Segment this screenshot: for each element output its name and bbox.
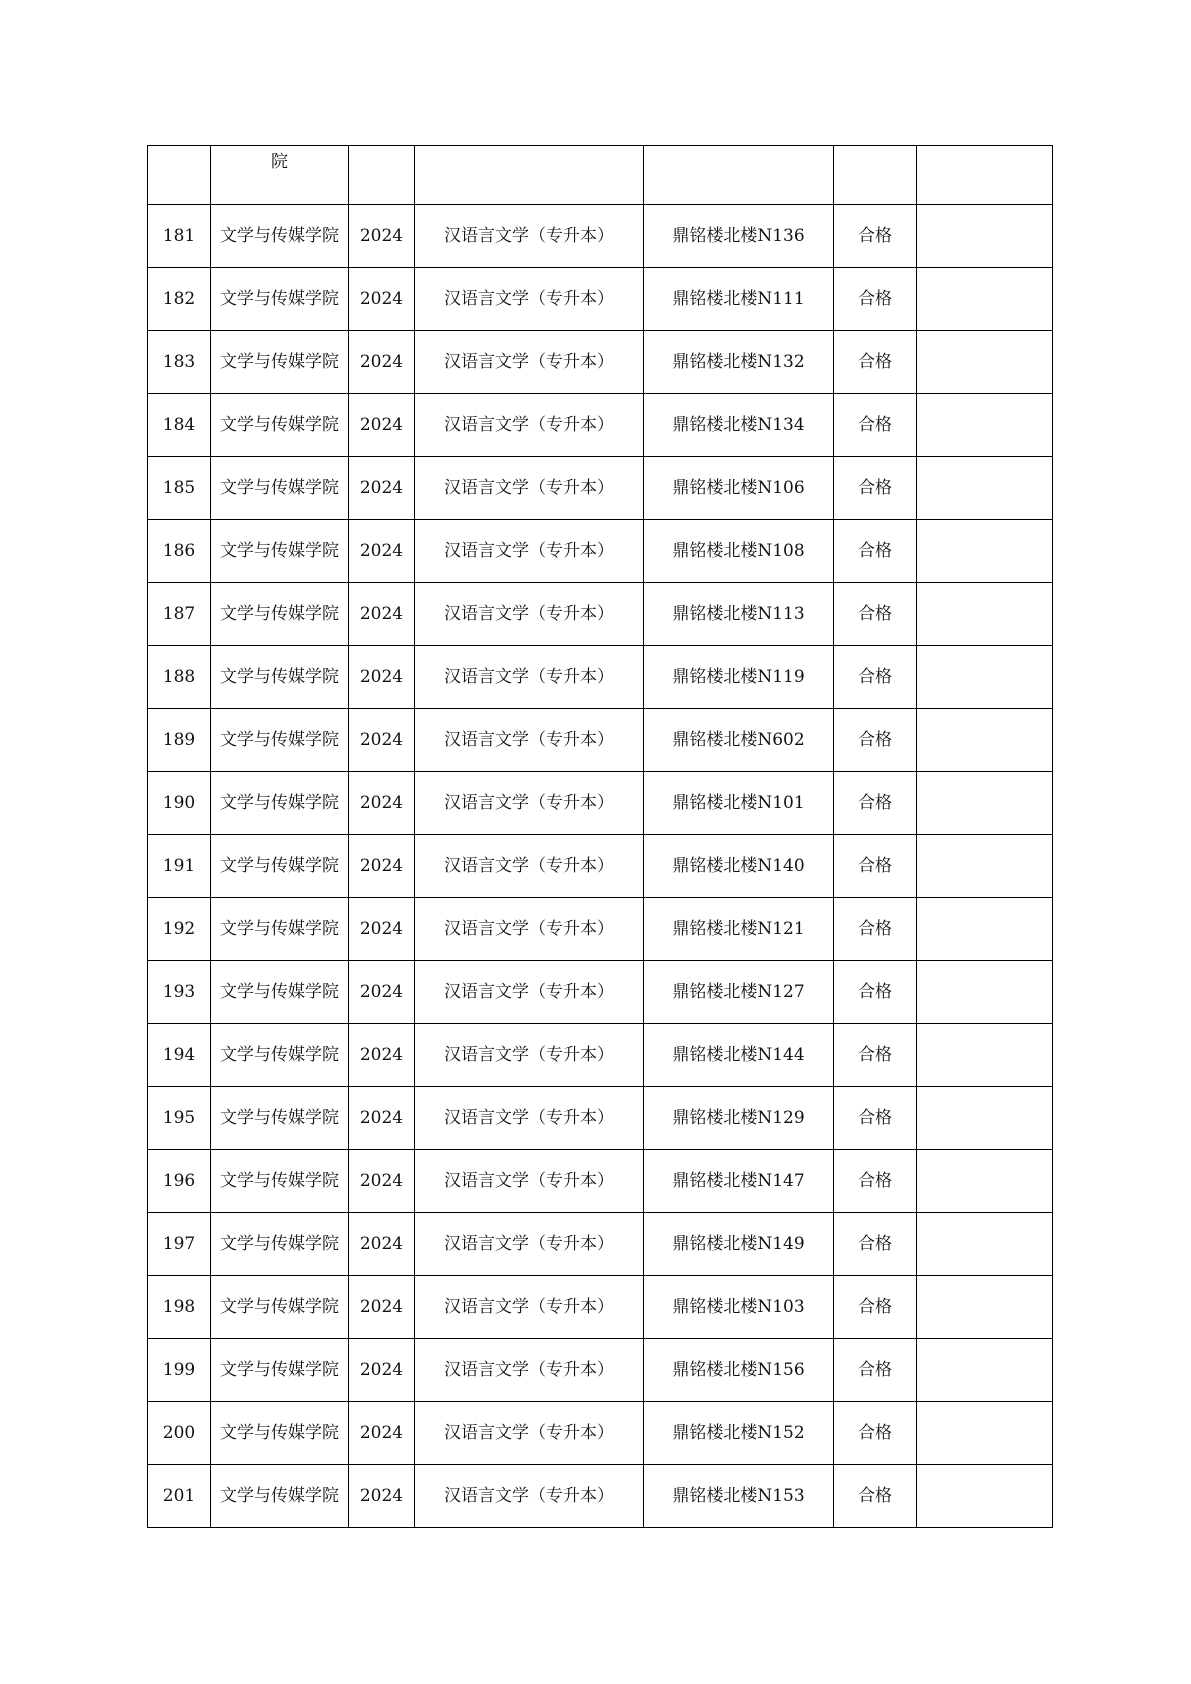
cell-location: 鼎铭楼北楼N156 — [644, 1339, 834, 1402]
table-row — [148, 961, 1053, 1024]
cell-major: 汉语言文学（专升本） — [415, 205, 644, 268]
table-row — [148, 1024, 1053, 1087]
cell-major: 汉语言文学（专升本） — [415, 331, 644, 394]
cell-location: 鼎铭楼北楼N132 — [644, 331, 834, 394]
cell-no: 186 — [148, 520, 211, 583]
cell-note — [917, 1276, 1053, 1339]
cell-note — [917, 1213, 1053, 1276]
table-row — [148, 457, 1053, 520]
cell-no — [148, 146, 211, 205]
cell-college — [211, 331, 349, 394]
cell-note — [917, 709, 1053, 772]
college-text: 文学与传媒学院 — [220, 478, 339, 498]
cell-college — [211, 1150, 349, 1213]
cell-year: 2024 — [349, 1150, 415, 1213]
college-text: 文学与传媒学院 — [220, 1234, 339, 1254]
cell-major: 汉语言文学（专升本） — [415, 961, 644, 1024]
cell-note — [917, 1150, 1053, 1213]
cell-year — [349, 146, 415, 205]
cell-major: 汉语言文学（专升本） — [415, 394, 644, 457]
college-text: 文学与传媒学院 — [220, 919, 339, 939]
cell-no: 187 — [148, 583, 211, 646]
cell-major: 汉语言文学（专升本） — [415, 1024, 644, 1087]
cell-no: 193 — [148, 961, 211, 1024]
cell-result — [834, 146, 917, 205]
cell-result: 合格 — [834, 205, 917, 268]
college-text: 文学与传媒学院 — [220, 667, 339, 687]
cell-year: 2024 — [349, 709, 415, 772]
cell-no: 192 — [148, 898, 211, 961]
cell-no: 194 — [148, 1024, 211, 1087]
cell-major: 汉语言文学（专升本） — [415, 1150, 644, 1213]
table-row — [148, 268, 1053, 331]
cell-no: 183 — [148, 331, 211, 394]
cell-major: 汉语言文学（专升本） — [415, 1276, 644, 1339]
cell-major: 汉语言文学（专升本） — [415, 457, 644, 520]
cell-location: 鼎铭楼北楼N121 — [644, 898, 834, 961]
cell-result: 合格 — [834, 1150, 917, 1213]
cell-no: 189 — [148, 709, 211, 772]
cell-year: 2024 — [349, 772, 415, 835]
table-row-continued — [148, 146, 1053, 205]
cell-result: 合格 — [834, 268, 917, 331]
cell-location: 鼎铭楼北楼N152 — [644, 1402, 834, 1465]
college-text: 文学与传媒学院 — [220, 856, 339, 876]
cell-no: 195 — [148, 1087, 211, 1150]
cell-note — [917, 1024, 1053, 1087]
cell-college — [211, 457, 349, 520]
cell-college — [211, 583, 349, 646]
cell-college — [211, 898, 349, 961]
cell-no: 182 — [148, 268, 211, 331]
cell-result: 合格 — [834, 1339, 917, 1402]
table-row — [148, 1213, 1053, 1276]
college-text: 文学与传媒学院 — [220, 226, 339, 246]
table-row — [148, 583, 1053, 646]
cell-note — [917, 394, 1053, 457]
cell-result: 合格 — [834, 1465, 917, 1528]
college-text: 文学与传媒学院 — [220, 352, 339, 372]
table-row — [148, 1402, 1053, 1465]
cell-major: 汉语言文学（专升本） — [415, 1465, 644, 1528]
cell-location: 鼎铭楼北楼N106 — [644, 457, 834, 520]
cell-college — [211, 772, 349, 835]
cell-college — [211, 1213, 349, 1276]
cell-college — [211, 1339, 349, 1402]
cell-result: 合格 — [834, 709, 917, 772]
table-row — [148, 1339, 1053, 1402]
cell-location: 鼎铭楼北楼N147 — [644, 1150, 834, 1213]
table-row — [148, 1087, 1053, 1150]
table-row — [148, 898, 1053, 961]
cell-result: 合格 — [834, 583, 917, 646]
cell-location: 鼎铭楼北楼N134 — [644, 394, 834, 457]
cell-major: 汉语言文学（专升本） — [415, 268, 644, 331]
college-text: 文学与传媒学院 — [220, 793, 339, 813]
cell-result: 合格 — [834, 1024, 917, 1087]
cell-college — [211, 268, 349, 331]
cell-year: 2024 — [349, 331, 415, 394]
cell-college — [211, 835, 349, 898]
table-row — [148, 520, 1053, 583]
cell-college — [211, 1402, 349, 1465]
cell-year: 2024 — [349, 457, 415, 520]
cell-note — [917, 646, 1053, 709]
cell-location: 鼎铭楼北楼N101 — [644, 772, 834, 835]
cell-result: 合格 — [834, 520, 917, 583]
cell-year: 2024 — [349, 583, 415, 646]
cell-note — [917, 520, 1053, 583]
cell-location: 鼎铭楼北楼N602 — [644, 709, 834, 772]
table-row — [148, 709, 1053, 772]
cell-note — [917, 457, 1053, 520]
cell-location: 鼎铭楼北楼N127 — [644, 961, 834, 1024]
cell-note — [917, 1087, 1053, 1150]
cell-location: 鼎铭楼北楼N144 — [644, 1024, 834, 1087]
cell-college — [211, 1276, 349, 1339]
cell-note — [917, 898, 1053, 961]
cell-no: 201 — [148, 1465, 211, 1528]
cell-no: 188 — [148, 646, 211, 709]
cell-result: 合格 — [834, 646, 917, 709]
college-text: 文学与传媒学院 — [220, 1423, 339, 1443]
cell-year: 2024 — [349, 1339, 415, 1402]
cell-major: 汉语言文学（专升本） — [415, 583, 644, 646]
cell-note — [917, 205, 1053, 268]
cell-college — [211, 205, 349, 268]
cell-major: 汉语言文学（专升本） — [415, 835, 644, 898]
cell-note — [917, 146, 1053, 205]
college-text: 文学与传媒学院 — [220, 415, 339, 435]
cell-result: 合格 — [834, 1213, 917, 1276]
cell-college — [211, 1024, 349, 1087]
cell-no: 185 — [148, 457, 211, 520]
roster-body — [148, 146, 1053, 1528]
college-text: 文学与传媒学院 — [220, 604, 339, 624]
cell-college — [211, 1465, 349, 1528]
cell-no: 184 — [148, 394, 211, 457]
table-row — [148, 1150, 1053, 1213]
cell-college — [211, 146, 349, 205]
cell-note — [917, 1402, 1053, 1465]
cell-result: 合格 — [834, 898, 917, 961]
cell-college — [211, 646, 349, 709]
table-row — [148, 646, 1053, 709]
cell-result: 合格 — [834, 1276, 917, 1339]
cell-no: 200 — [148, 1402, 211, 1465]
cell-result: 合格 — [834, 457, 917, 520]
college-text: 文学与传媒学院 — [220, 1045, 339, 1065]
cell-major: 汉语言文学（专升本） — [415, 520, 644, 583]
cell-major: 汉语言文学（专升本） — [415, 772, 644, 835]
cell-note — [917, 835, 1053, 898]
cell-no: 196 — [148, 1150, 211, 1213]
cell-location: 鼎铭楼北楼N149 — [644, 1213, 834, 1276]
cell-year: 2024 — [349, 646, 415, 709]
cell-year: 2024 — [349, 1087, 415, 1150]
college-tail-text: 院 — [271, 152, 288, 172]
table-row — [148, 835, 1053, 898]
college-text: 文学与传媒学院 — [220, 541, 339, 561]
cell-location: 鼎铭楼北楼N111 — [644, 268, 834, 331]
cell-no: 198 — [148, 1276, 211, 1339]
table-row — [148, 1465, 1053, 1528]
table-row — [148, 394, 1053, 457]
cell-location: 鼎铭楼北楼N119 — [644, 646, 834, 709]
cell-major: 汉语言文学（专升本） — [415, 898, 644, 961]
college-text: 文学与传媒学院 — [220, 1486, 339, 1506]
cell-year: 2024 — [349, 1402, 415, 1465]
cell-college — [211, 709, 349, 772]
cell-college — [211, 961, 349, 1024]
cell-major — [415, 146, 644, 205]
cell-location: 鼎铭楼北楼N136 — [644, 205, 834, 268]
college-text: 文学与传媒学院 — [220, 1360, 339, 1380]
cell-location: 鼎铭楼北楼N140 — [644, 835, 834, 898]
cell-major: 汉语言文学（专升本） — [415, 646, 644, 709]
cell-result: 合格 — [834, 835, 917, 898]
table-row — [148, 772, 1053, 835]
college-text: 文学与传媒学院 — [220, 982, 339, 1002]
cell-note — [917, 961, 1053, 1024]
cell-year: 2024 — [349, 520, 415, 583]
cell-year: 2024 — [349, 961, 415, 1024]
cell-year: 2024 — [349, 835, 415, 898]
college-text: 文学与传媒学院 — [220, 1108, 339, 1128]
cell-result: 合格 — [834, 1087, 917, 1150]
cell-note — [917, 331, 1053, 394]
cell-year: 2024 — [349, 898, 415, 961]
cell-no: 190 — [148, 772, 211, 835]
cell-college — [211, 520, 349, 583]
cell-result: 合格 — [834, 1402, 917, 1465]
cell-note — [917, 772, 1053, 835]
roster-table — [147, 145, 1053, 1528]
table-row — [148, 205, 1053, 268]
cell-note — [917, 1339, 1053, 1402]
table-row — [148, 331, 1053, 394]
college-text: 文学与传媒学院 — [220, 730, 339, 750]
cell-result: 合格 — [834, 331, 917, 394]
cell-major: 汉语言文学（专升本） — [415, 1339, 644, 1402]
cell-location: 鼎铭楼北楼N129 — [644, 1087, 834, 1150]
cell-note — [917, 1465, 1053, 1528]
cell-year: 2024 — [349, 205, 415, 268]
cell-location — [644, 146, 834, 205]
table-row — [148, 1276, 1053, 1339]
cell-major: 汉语言文学（专升本） — [415, 1402, 644, 1465]
cell-year: 2024 — [349, 268, 415, 331]
cell-year: 2024 — [349, 1024, 415, 1087]
cell-year: 2024 — [349, 1213, 415, 1276]
cell-location: 鼎铭楼北楼N153 — [644, 1465, 834, 1528]
cell-year: 2024 — [349, 1276, 415, 1339]
cell-note — [917, 268, 1053, 331]
cell-result: 合格 — [834, 772, 917, 835]
college-text: 文学与传媒学院 — [220, 1171, 339, 1191]
cell-year: 2024 — [349, 394, 415, 457]
cell-major: 汉语言文学（专升本） — [415, 1213, 644, 1276]
cell-no: 199 — [148, 1339, 211, 1402]
cell-no: 181 — [148, 205, 211, 268]
cell-result: 合格 — [834, 961, 917, 1024]
cell-location: 鼎铭楼北楼N103 — [644, 1276, 834, 1339]
cell-location: 鼎铭楼北楼N108 — [644, 520, 834, 583]
cell-college — [211, 394, 349, 457]
cell-location: 鼎铭楼北楼N113 — [644, 583, 834, 646]
cell-major: 汉语言文学（专升本） — [415, 1087, 644, 1150]
cell-major: 汉语言文学（专升本） — [415, 709, 644, 772]
cell-no: 197 — [148, 1213, 211, 1276]
college-text: 文学与传媒学院 — [220, 289, 339, 309]
cell-note — [917, 583, 1053, 646]
cell-college — [211, 1087, 349, 1150]
college-text: 文学与传媒学院 — [220, 1297, 339, 1317]
cell-no: 191 — [148, 835, 211, 898]
cell-year: 2024 — [349, 1465, 415, 1528]
cell-result: 合格 — [834, 394, 917, 457]
